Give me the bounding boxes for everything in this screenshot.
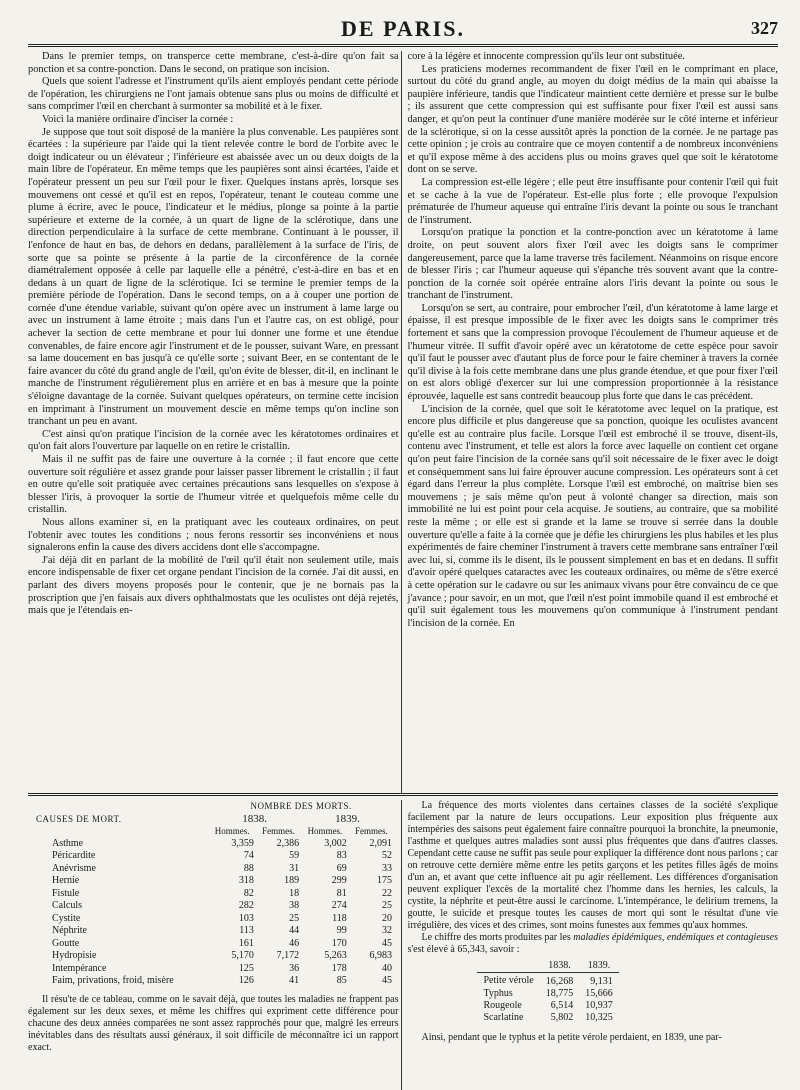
header-rule [28,44,778,47]
femmes-header: Femmes. [262,826,295,836]
table-row [477,973,618,989]
value-cell: 16,268 [545,976,574,987]
mortality-table [34,800,394,988]
table-row [34,863,394,876]
value-cell: 52 [382,850,392,861]
value-cell: 99 [336,925,347,936]
table-row [34,850,394,863]
article-paragraph: La compression est-elle légère ; elle peut être insuffisante pour contenir l'œil qui fuit et se cache à la vue de l'opérateur. Est-elle plus forte ; elle provoque l'expulsion prématurée de l'humeur aqueuse qui entraîne l'iris devant la pointe ou sous le tranchant de l'instrument. [407,176,778,226]
hommes-header: Hommes. [307,826,343,836]
table-row [477,1012,618,1024]
epidemic-table [477,960,618,1024]
statistics-section [28,800,778,1090]
closing-paragraph: Ainsi, pendant que le typhus et la petite vérole perdaient, en 1839, une par- [421,1032,722,1043]
value-cell: 33 [382,862,392,874]
value-cell: 5,263 [324,950,347,961]
table-row [34,900,394,913]
article-paragraph: Je suppose que tout soit disposé de la manière la plus convenable. Les paupières sont écartées : la supérieure par l'aide qui la tient relevée contre le bord de l'orbite avec le doigt indicateur ou un élévateur ; l'inférieure est abaissée avec un ou deux doigts de la main libre de l'opérateur. En même temps que les paupières sont ainsi écartées, l'aide et l'opérateur pressent un peu sur l'œil pour le fixer. Quelques instans après, lorsque ses mouvemens ont cessé et qu'il est en repos, l'opérateur, tenant le couteau comme une plume à écrire, avec le pouce, l'indicateur et le médius, plonge sa pointe à la partie supérieure et externe de la cornée, à un quart de ligne de la sclérotique, dans une direction perpendiculaire à la surface de cette membrane. Continuant à le pousser, il l'enfonce de haut en bas, de dehors en dedans, parallèlement à la surface de l'iris, de sorte que sa pointe se présente à la partie de la circonférence de la cornée diamétralement opposée à celle par laquelle elle a pénétré, c'est-à-dire en bas et en dedans à un quart de ligne de la sclérotique. Ici se termine le premier temps de la première période de l'opération. Dans le second temps, on a à couper une portion de cornée d'une étendue variable, suivant qu'on opère avec un instrument à lame large ou avec un instrument à lame étroite ; mais dans l'un et l'autre cas, on est obligé, pour achever la section de cette membrane et pour lui donner une forme et une étendue convenables, de faire encore agir l'instrument et de le pousser, suivant Ware, en pressant sa lame doucement en bas jusqu'à ce qu'elle sorte ; suivant Beer, en se contentant de le faire avancer du côté du grand angle de l'œil, qu'on évite de blesser, dit-il, en inclinant le manche de l'instrument régulièrement plus en arrière et en bas à mesure que la pointe s'éloigne davantage de la cornée. Suivant quelques opérateurs, on termine cette incision en imprimant à l'instrument un mouvement descie en même temps qu'on incline son tranchant un peu en avant. [28,126,399,428]
disease-cell: Typhus [483,988,513,999]
value-cell: 3,359 [231,837,254,849]
table-row [34,888,394,901]
value-cell: 2,386 [276,837,300,849]
cause-cell: Hydropisie [52,950,97,961]
value-cell: 44 [289,925,300,936]
commentary-paragraph: La fréquence des morts violentes dans certaines classes de la société s'explique facilement par la nature de leurs occupations. Leur exposition plus fréquente aux intempéries des saisons peut également faire connaître pourquoi la bronchite, la pneumonie, l'asthme et quelques autres maladies sont aussi plus fréquentes que dans d'autres classes. Cependant cette cause ne suffit pas seule pour expliquer la différence dont nous parlons ; car on retrouve cette dernière même entre les petits garçons et les petites filles âgés de moins d'un an, et avant que cette influence ait pu agir réellement. Les différences d'organisation peuvent expliquer l'excès de la mortalité chez l'homme dans les hernies, les calculs, la cystite, la néphrite et peut-être aussi le carcinome. L'intempérance, le delirium tremens, la goutte, le suicide et presque toutes les causes de mort qui sont le résultat d'une vie irrégulière, des vices et des crimes, sont moins funestes aux femmes qu'aux hommes. [407,800,778,931]
value-cell: 3,002 [324,837,347,849]
table-row [477,1000,618,1012]
value-cell: 15,666 [585,988,613,999]
value-cell: 318 [238,875,254,886]
newspaper-page [28,14,778,1090]
hommes-header: Hommes. [214,826,250,836]
article-paragraph: J'ai déjà dit en parlant de la mobilité de l'œil qu'il était non seulement utile, mais encore indispensable de fixer cet organe pendant l'incision de la cornée. J'ai dit aussi, en parlant des divers moyens proposés pour le contenir, que je ne bornais pas la proscription que j'en faisais aux divers ophthalmostats que les oculistes ont déjà rejetés, mais que je l'étendais en- [28,554,399,617]
value-cell: 18 [289,887,300,899]
article-paragraph: C'est ainsi qu'on pratique l'incision de la cornée avec les kératotomes ordinaires et qu'on fait alors l'ouverture par laquelle on en retire le cristallin. [28,428,399,453]
epidemic-intro-text: s'est élevé à 65,343, savoir : [407,944,520,955]
cause-cell: Anévrisme [52,862,96,874]
value-cell: 83 [336,850,347,861]
value-cell: 178 [331,962,347,974]
article-left-column [28,51,399,793]
article-paragraph: Dans le premier temps, on transperce cette membrane, c'est-à-dire qu'on fait sa ponction et sa contre-ponction. Dans le second, on pratique son incision. [28,51,399,75]
value-cell: 74 [243,850,254,861]
value-cell: 45 [382,975,392,986]
value-cell: 46 [289,937,300,949]
value-cell: 22 [382,887,392,899]
value-cell: 189 [284,875,300,886]
year-1838-header: 1838. [242,812,268,825]
cause-cell: Cystite [52,912,81,924]
cause-cell: Asthme [52,837,84,849]
disease-cell: Scarlatine [483,1012,524,1023]
disease-cell: Petite vérole [483,974,534,986]
article-paragraph: Lorsqu'on se sert, au contraire, pour embrocher l'œil, d'un kératotome à lame large et épaisse, il est presque impossible de le fixer avec les doigts sans le comprimer très fortement et sans que la compression provoque l'écoulement de l'humeur aqueuse et de l'humeur vitrée. Il suffit d'avoir opéré avec un kératotome de cette espèce pour savoir qu'il faut le pousser avec d'autant plus de force pour le faire cheminer à travers la cornée qu'il divise à la fois cette membrane dans une plus grande étendue, et que pour fixer l'œil on est alors obligé d'exercer sur lui une compression proportionnée à la résistance éprouvée, laquelle est sans contredit beaucoup plus forte que dans le cas précédent. [407,302,778,403]
value-cell: 126 [238,975,254,986]
commentary-column [407,800,778,1090]
mortality-column [28,800,399,1090]
value-cell: 25 [289,912,300,924]
article-paragraph: Nous allons examiner si, en la pratiquant avec les couteaux ordinaires, on peut l'obtenir avec toutes les conditions ; nous ferons ressortir ses inconvéniens et nous signalerons enfin la cause des divers accidens dont elle s'accompagne. [28,516,399,554]
article-paragraph: L'incision de la cornée, quel que soit le kératotome avec lequel on la pratique, est encore plus difficile et plus dangereuse que sa ponction, quoique les oculistes avancent qu'elle est au contraire plus facile. Lorsque l'œil est embroché il se trouve, disent-ils, contenu avec l'instrument, et telle est alors la force avec laquelle on contient cet organe qu'on peut faire l'incision de la cornée sans qu'il soit nécessaire de le fixer avec le doigt et conséquemment sans lui faire éprouver aucune compression. Les opérateurs sont à cet égard dans l'erreur la plus complète. Lorsque l'œil est embroché, on maîtrise bien ses mouvemens ; je sais même qu'on peut à volonté changer sa direction, mais son immobilité ne lui est point pour cela acquise. Je soutiens, au contraire, que sa mobilité reste la même ; or elle est si grande et la lame se trouve si serrée dans la double ouverture qu'elle a faite à la cornée que je défie les chirurgiens les plus habiles et les plus expérimentés de faire cheminer l'instrument à travers cette membrane sans entraîner l'œil avec lui, si, comme ils le disent, ils le poussent simplement en bas et en dedans. Il suffit d'avoir opéré quelques cataractes avec les couteaux ordinaires, ou même de s'être exercé à cette opération sur le cadavre ou sur les animaux vivans pour être convaincu de ce que j'avance ; pour savoir, en un mot, que l'œil n'est point immobile quand il est embroché et qu'il suit également tous les mouvemens qu'on communique à l'instrument pendant l'incision de la cornée. En [407,403,778,629]
value-cell: 18,775 [545,988,574,999]
article-columns [28,51,778,793]
value-cell: 25 [382,900,392,911]
value-cell: 274 [331,900,347,911]
epidemic-intro-emphasis: maladies épidémiques, endémiques et contagieuses [573,932,778,943]
value-cell: 45 [382,937,392,949]
cause-cell: Hernie [52,875,80,886]
table-row [34,925,394,938]
disease-cell: Rougeole [483,1000,522,1011]
value-cell: 118 [332,912,347,924]
value-cell: 82 [243,887,254,899]
value-cell: 7,172 [276,950,300,961]
cause-cell: Néphrite [52,925,87,936]
value-cell: 113 [239,925,254,936]
table-row [34,875,394,888]
value-cell: 2,091 [369,837,392,849]
table-row [34,963,394,976]
article-paragraph: Quels que soient l'adresse et l'instrument qu'ils aient employés pendant cette période de l'opération, les chirurgiens ne l'ont jamais obtenue sans plus ou moins de difficulté et sans comprimer l'œil en cherchant à surmonter sa mobilité et à le fixer. [28,76,399,113]
year-1839-header: 1839. [335,812,360,825]
table-note: Il résu'te de ce tableau, comme on le savait déjà, que toutes les maladies ne frappent pas également sur les deux sexes, et même les chiffres qui expriment cette différence pour chacune des deux années comparées ne sont assez rapprochés pour que, malgré les erreurs inévitables dans des résultats aussi généraux, il soit difficile de méconnaître ici un rapport exact. [28,993,399,1053]
cause-cell: Péricardite [52,850,96,861]
value-cell: 69 [336,862,347,874]
value-cell: 10,325 [585,1012,613,1023]
cause-cell: Fistule [52,887,80,899]
cause-cell: Calculs [52,900,82,911]
value-cell: 20 [382,912,392,924]
table-title: NOMBRE DES MORTS. [250,801,352,811]
value-cell: 40 [382,962,392,974]
table-row [34,975,394,988]
value-cell: 170 [331,937,347,949]
table-row [34,838,394,851]
value-cell: 125 [238,962,254,974]
epidemic-intro [407,932,778,956]
value-cell: 5,170 [231,950,254,961]
article-paragraph: Lorsqu'on pratique la ponction et la contre-ponction avec un kératotome à lame droite, on peut souvent alors fixer l'œil avec les doigts sans le comprimer dangereusement, parce que la lame traverse très facilement. Néanmoins on risque encore de blesser l'iris ; car l'humeur aqueuse qui s'épanche très souvent avant que la contre-ponction de la cornée soit opérée entraîne alors l'iris devant la pointe ou sous le tranchant de l'instrument. [407,227,778,302]
value-cell: 38 [289,900,300,911]
epidemic-intro-text: Le chiffre des morts produites par les [421,932,574,943]
value-cell: 41 [289,975,300,986]
epi-year-1838: 1838. [540,960,580,973]
table-row [34,938,394,951]
causes-header: CAUSES DE MORT. [36,813,122,824]
article-paragraph: Mais il ne suffit pas de faire une ouverture à la cornée ; il faut encore que cette ouverture soit régulière et assez grande pour laisser passer librement le cristallin ; il faut en outre qu'elle soit pratiquée avec certaines précautions sans lesquelles on s'expose à blesser l'iris, à provoquer la sortie de l'humeur vitrée et quelquefois même celle du cristallin. [28,454,399,516]
value-cell: 10,937 [585,1000,613,1011]
value-cell: 103 [238,912,254,924]
article-paragraph: Les praticiens modernes recommandent de fixer l'œil en le comprimant en place, surtout du côté du grand angle, au moyen du doigt médius de la main qui abaisse la paupière inférieure, tandis que l'indicateur maintient cette dernière et presse sur le bulbe ; ils assurent que cette compression qui est suffisante pour fixer l'œil est aussi sans danger, et qu'on peut la continuer d'une manière modérée sur le côté interne et inférieur de la sclérotique, si on la cesse aussitôt après la ponction de la cornée. Je ne partage pas cette opinion ; je crois au contraire que ce moyen contentif a de nombreux inconvéniens et qu'il expose même à des accidens plus ou moins graves quel que soit le kératotome dont on se serve. [407,63,778,176]
value-cell: 9,131 [590,976,613,987]
value-cell: 175 [377,875,392,886]
value-cell: 6,983 [369,950,392,961]
cause-cell: Intempérance [52,962,107,974]
value-cell: 32 [382,925,392,936]
table-row [34,950,394,963]
value-cell: 282 [238,900,254,911]
epi-year-1839: 1839. [579,960,619,973]
value-cell: 31 [289,862,300,874]
value-cell: 85 [336,975,347,986]
page-header [28,14,778,44]
value-cell: 88 [243,862,254,874]
column-divider [401,800,408,1090]
section-rule [28,793,778,796]
page-number: 327 [751,18,778,38]
value-cell: 5,802 [550,1012,574,1023]
article-paragraph: core à la légère et innocente compression qu'ils leur ont substituée. [407,51,685,62]
value-cell: 81 [336,887,347,899]
table-row [477,988,618,1000]
column-divider [401,51,408,793]
running-head: DE PARIS. [341,16,465,41]
cause-cell: Goutte [52,937,80,949]
table-row [34,913,394,926]
value-cell: 59 [289,850,300,861]
value-cell: 36 [289,962,300,974]
value-cell: 161 [238,937,254,949]
value-cell: 299 [331,875,347,886]
cause-cell: Faim, privations, froid, misère [52,975,174,986]
value-cell: 6,514 [550,1000,574,1011]
femmes-header: Femmes. [355,826,388,836]
article-paragraph: Voici la manière ordinaire d'inciser la cornée : [42,113,234,125]
article-right-column [407,51,778,793]
